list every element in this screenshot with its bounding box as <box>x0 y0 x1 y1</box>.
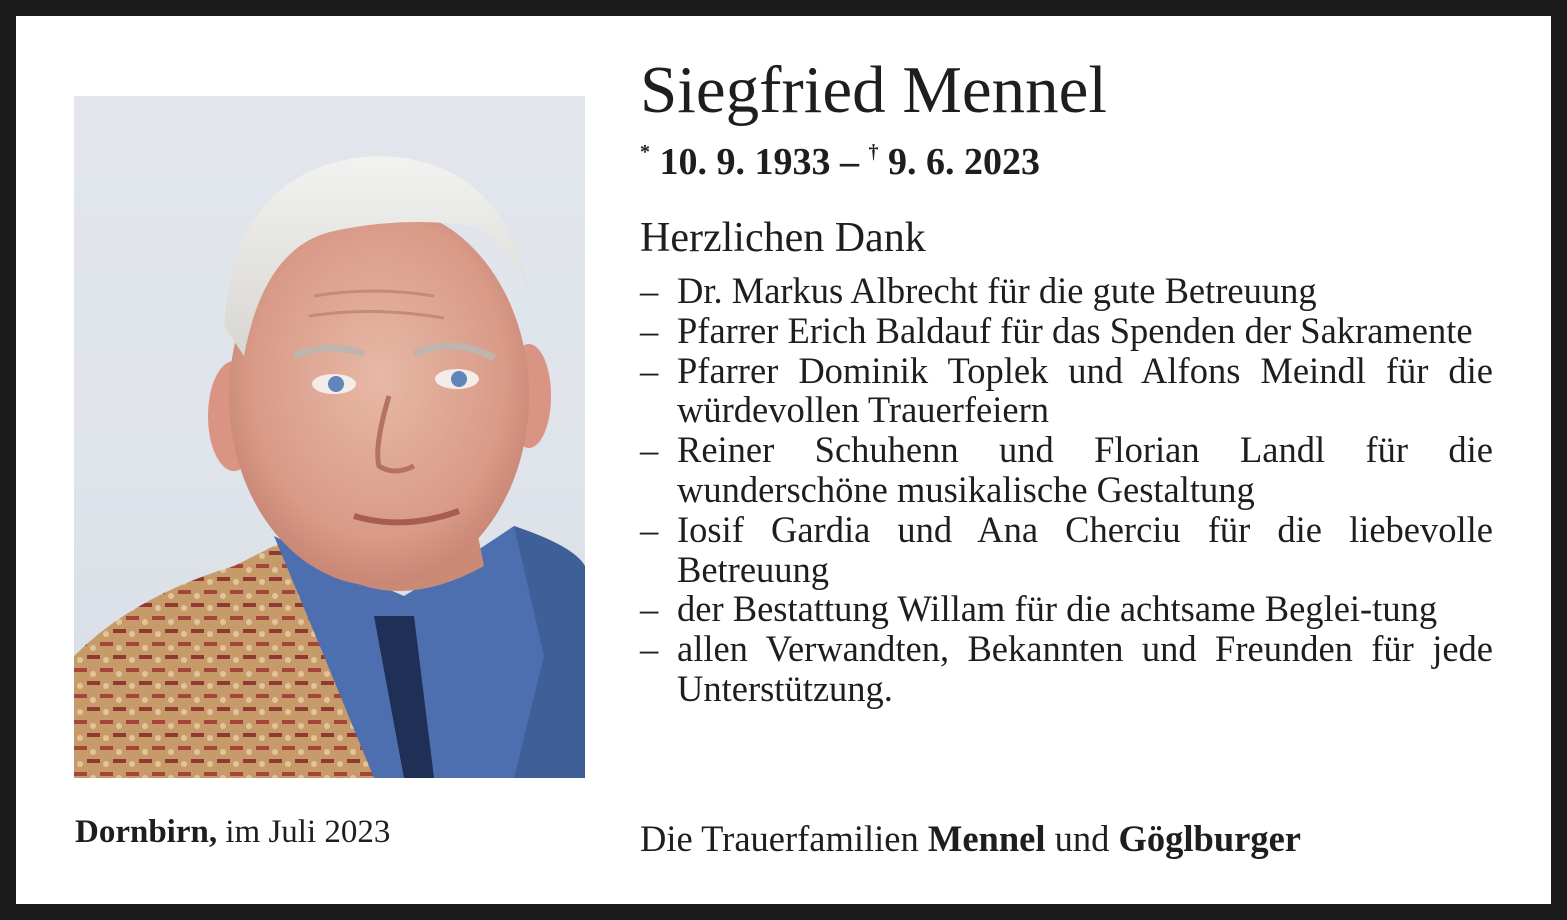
list-item-text: der Bestattung Willam für die achtsame Beglei-tung <box>677 588 1438 630</box>
list-item-text: Dr. Markus Albrecht für die gute Betreuung <box>677 270 1317 311</box>
list-item <box>640 629 1493 709</box>
list-dash: – <box>640 270 659 311</box>
list-item <box>640 589 1493 629</box>
list-item-text: Iosif Gardia und Ana Cherciu für die liebevolle Betreuung <box>677 508 1493 590</box>
list-item <box>640 430 1493 510</box>
family-name-2: Göglburger <box>1118 818 1301 859</box>
list-item-text: Pfarrer Erich Baldauf für das Spenden der Sakramente <box>677 309 1473 351</box>
list-dash: – <box>640 508 659 550</box>
life-dates <box>640 128 1040 186</box>
list-dash: – <box>640 429 659 471</box>
list-item <box>640 311 1493 351</box>
portrait-photo <box>74 96 585 778</box>
list-dash: – <box>640 309 659 351</box>
place-date: im Juli 2023 <box>225 814 391 850</box>
portrait-illustration <box>74 96 585 778</box>
thanks-list <box>640 271 1493 709</box>
list-dash: – <box>640 588 659 630</box>
thanks-heading: Herzlichen Dank <box>640 215 926 261</box>
list-dash: – <box>640 628 659 670</box>
list-item-text: Pfarrer Dominik Toplek und Alfons Meindl für die würdevollen Trauerfeiern <box>677 349 1493 431</box>
death-symbol: † <box>868 141 879 163</box>
death-date: 9. 6. 2023 <box>888 141 1040 183</box>
signature <box>640 815 1301 863</box>
list-item-text: allen Verwandten, Bekannten und Freunden für jede Unterstützung. <box>677 628 1493 709</box>
list-item-text: Reiner Schuhenn und Florian Landl für die wunderschöne musikalische Gestaltung <box>677 429 1493 510</box>
place-city: Dornbirn, <box>75 814 218 850</box>
list-dash: – <box>640 349 659 391</box>
date-separator: – <box>830 141 869 183</box>
birth-symbol: * <box>640 141 650 163</box>
list-item <box>640 510 1493 590</box>
family-name-1: Mennel <box>927 818 1046 859</box>
signature-prefix: Die Trauerfamilien <box>640 818 919 859</box>
signature-conjunction: und <box>1054 818 1110 859</box>
list-item <box>640 351 1493 431</box>
birth-date: 10. 9. 1933 <box>659 141 831 183</box>
place-and-date <box>75 808 390 856</box>
deceased-name: Siegfried Mennel <box>640 53 1108 127</box>
list-item <box>640 271 1493 311</box>
